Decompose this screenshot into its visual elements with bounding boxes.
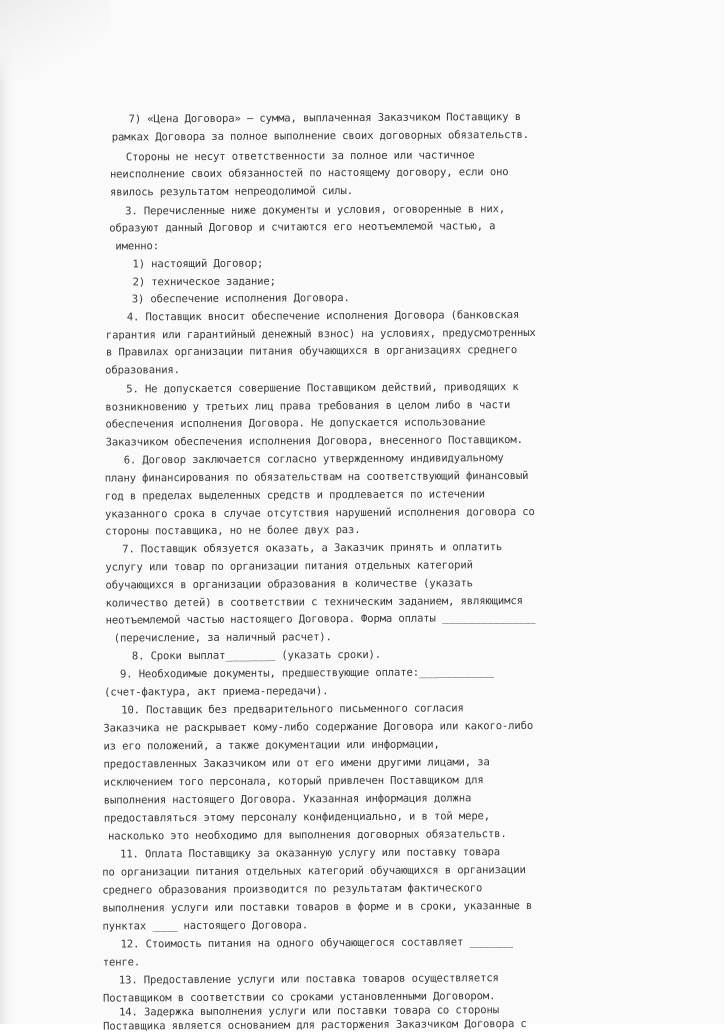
text-line: неотъемлемой частью настоящего Договора. Форма оплаты _______________ [105,611,536,627]
text-line: 6. Договор заключается согласно утвержденному индивидуальному [123,452,504,467]
text-line: (счет-фактура, акт приема-передачи). [104,685,329,699]
text-line: явилось результатом непреодолимой силы. [110,185,353,199]
text-line: 2) техническое задание; [132,275,276,289]
text-line: стороны поставщика, но не более двух раз. [105,523,361,538]
text-line: исключением того персонала, который привлечен Поставщиком для [103,774,484,789]
text-line: выполнения настоящего Договора. Указанная информация должна [103,792,472,807]
text-line: 3. Перечисленные ниже документы и условия, оговоренные в них, [125,203,506,218]
text-line: неисполнение своих обязанностей по настоящему договору, если оно [109,166,509,181]
text-line: год в пределах выделенных средств и продлевается по истечении [104,488,485,503]
text-line: Стороны не несут ответственности за полное или частичное [125,149,475,164]
text-line: 5. Не допускается совершение Поставщиком действий, приводящих к [126,381,519,396]
text-line: обучающихся в организации образования в количестве (указать [105,577,473,592]
text-line: 7) «Цена Договора» – сумма, выплаченная Заказчиком Поставщику в [128,111,522,126]
text-line: Заказчиком обеспечения исполнения Договора, внесенного Поставщиком. [105,434,523,449]
text-line: гарантия или гарантийный денежный взнос) на условиях, предусмотренных [105,326,536,342]
text-line: (перечисление, за наличный расчет). [113,631,332,645]
text-line: Поставщика является основанием для расторжения Заказчиком Договора с [103,1017,527,1033]
text-line: 10. Поставщик без предварительного письменного согласия [121,702,464,717]
text-line: образуют данный Договор и считаются его неотъемлемой частью, а [109,220,496,235]
text-line: Поставщиком в соответствии со сроками установленными Договором. [102,990,496,1005]
text-line: 14. Задержка выполнения услуги или поставки товара со стороны [119,1004,500,1019]
text-line: 13. Предоставление услуги или поставка товаров осуществляется [118,972,499,987]
text-line: насколько это необходимо для выполнения договорных обязательств. [107,828,507,843]
text-line: 3) обеспечение исполнения Договора. [131,292,350,306]
text-line: 1) настоящий Договор; [132,257,264,271]
text-line: 7. Поставщик обязуется оказать, а Заказчик принять и оплатить [122,541,503,556]
text-line: из его положений, а также документации или информации, [103,738,440,753]
text-line: предоставленных Заказчиком или от его имени другими лицами, за [103,756,490,771]
text-line: по организации питания отдельных категорий обучающихся в организации [102,863,526,879]
text-line: среднего образования производится по результатам фактического [102,882,483,897]
text-line: именно: [115,240,160,253]
text-line: предоставляться этому персоналу конфиденциально, и в той мере, [103,810,491,825]
text-line: Заказчика не раскрывает кому-либо содержание Договора или какого-либо [103,719,534,735]
text-line: в Правилах организации питания обучающихся в организациях среднего [105,344,518,359]
text-line: 9. Необходимые документы, предшествующие оплате:____________ [119,666,494,681]
text-line: услугу или товар по организации питания отдельных категорий [105,559,473,574]
text-line: выполнения услуги или поставки товаров в форме и в сроки, указанные в [102,899,533,915]
text-line: тенге. [102,956,141,969]
text-line: указанного срока в случае отсутствия нарушений исполнения договора со [104,505,535,521]
text-line: рамках Договора за полное выполнение своих договорных обязательств. [111,128,530,144]
text-line: 12. Стоимость питания на одного обучающегося составляет _______ [120,936,514,951]
text-line: возникновению у третьих лиц права требования в целом либо в части [105,399,511,414]
text-line: обеспечения исполнения Договора. Не допускается использование [105,416,486,431]
text-line: 11. Оплата Поставщику за оказанную услугу или поставку товара [120,846,501,861]
text-line: образования. [105,364,180,377]
text-line: 8. Сроки выплат________ (указать сроки). [131,648,382,663]
text-line: количество детей) в соответствии с техническим заданием, являющимся [105,595,523,610]
text-line: пунктах ____ настоящего Договора. [102,919,309,933]
text-line: 4. Поставщик вносит обеспечение исполнения Договора (банковская [126,309,520,324]
text-line: плану финансирования по обязательствам на соответствующий финансовый [104,469,529,485]
